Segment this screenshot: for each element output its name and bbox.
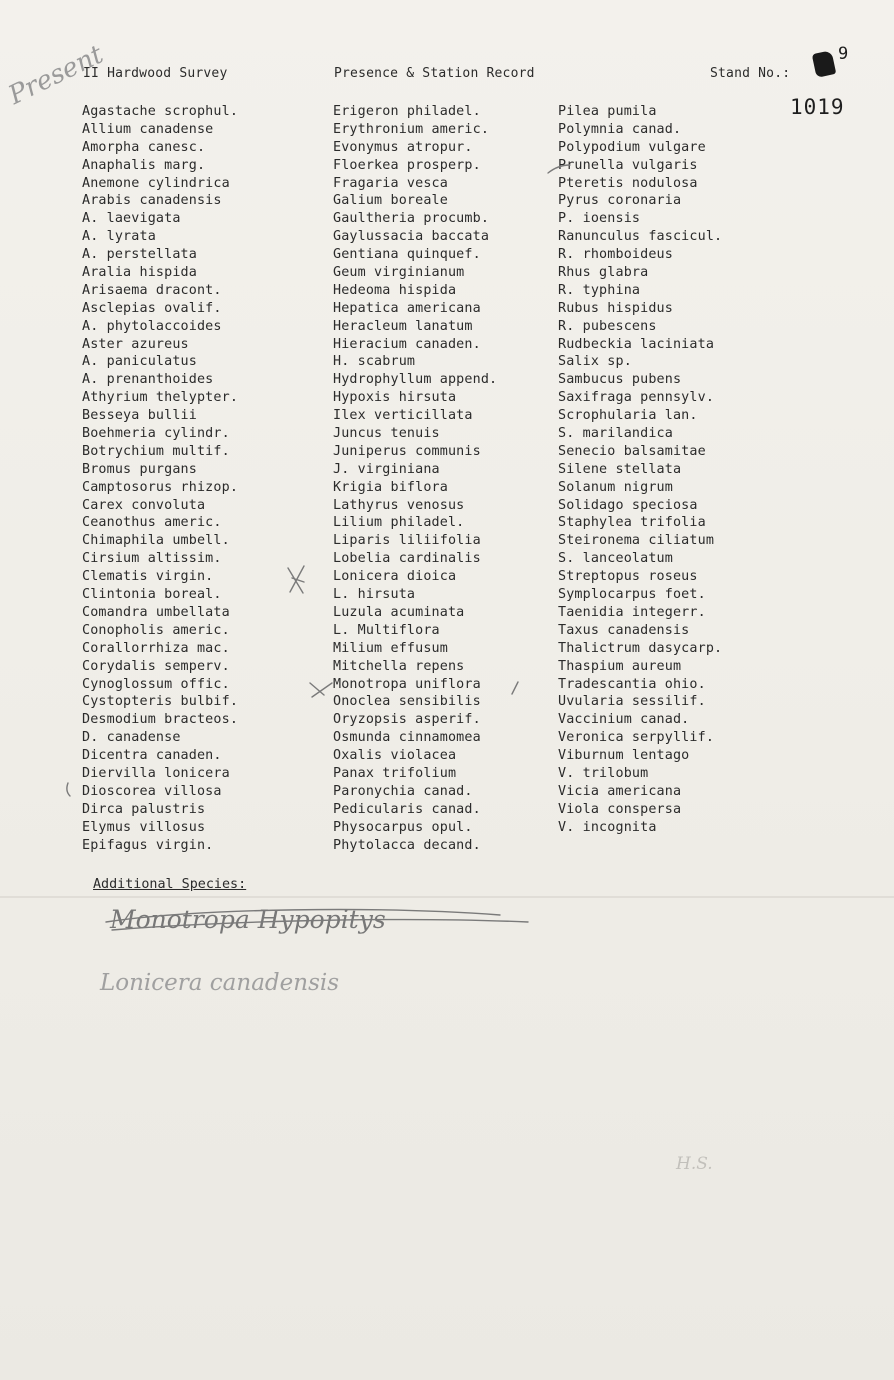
species-entry: Arabis canadensis — [82, 193, 222, 209]
species-entry: S. lanceolatum — [558, 551, 673, 567]
species-entry: Geum virginianum — [333, 265, 465, 281]
species-entry: A. prenanthoides — [82, 372, 214, 388]
species-entry: Krigia biflora — [333, 479, 448, 495]
species-entry: Conopholis americ. — [82, 622, 230, 638]
species-entry: Onoclea sensibilis — [333, 694, 481, 710]
species-entry: Hypoxis hirsuta — [333, 390, 457, 406]
species-entry: Pteretis nodulosa — [558, 175, 698, 191]
species-entry: Phytolacca decand. — [333, 837, 481, 853]
species-entry: Dioscorea villosa — [82, 783, 222, 799]
species-entry: Evonymus atropur. — [333, 139, 473, 155]
species-entry: Silene stellata — [558, 461, 682, 477]
species-entry: Boehmeria cylindr. — [82, 426, 230, 442]
species-entry: Arisaema dracont. — [82, 282, 222, 298]
species-entry: Carex convoluta — [82, 497, 206, 513]
species-entry: H. scabrum — [333, 354, 416, 370]
species-entry: Polymnia canad. — [558, 121, 682, 137]
species-entry: Milium effusum — [333, 640, 448, 656]
species-entry: Tradescantia ohio. — [558, 676, 706, 692]
species-entry: Cynoglossum offic. — [82, 676, 230, 692]
species-entry: Saxifraga pennsylv. — [558, 390, 715, 406]
species-entry: Comandra umbellata — [82, 604, 230, 620]
species-entry: Mitchella repens — [333, 658, 465, 674]
species-entry: Solanum nigrum — [558, 479, 673, 495]
species-entry: Juncus tenuis — [333, 426, 440, 442]
species-entry: Chimaphila umbell. — [82, 533, 230, 549]
species-entry: Athyrium thelypter. — [82, 390, 239, 406]
species-entry: Physocarpus opul. — [333, 819, 473, 835]
species-entry: Oryzopsis asperif. — [333, 712, 481, 728]
species-entry: V. incognita — [558, 819, 657, 835]
stand-label: Stand No.: — [710, 66, 791, 81]
species-entry: Panax trifolium — [333, 765, 457, 781]
species-entry: A. perstellata — [82, 247, 197, 263]
species-entry: R. rhomboideus — [558, 247, 673, 263]
species-entry: Cirsium altissim. — [82, 551, 222, 567]
species-entry: Hieracium canaden. — [333, 336, 481, 352]
species-entry: S. marilandica — [558, 426, 673, 442]
species-entry: Senecio balsamitae — [558, 443, 706, 459]
strike-line-2 — [112, 920, 528, 930]
species-entry: Thaspium aureum — [558, 658, 682, 674]
species-entry: Galium boreale — [333, 193, 448, 209]
species-entry: Gentiana quinquef. — [333, 247, 481, 263]
species-entry: Erythronium americ. — [333, 121, 490, 137]
species-entry: Hedeoma hispida — [333, 282, 457, 298]
species-entry: V. trilobum — [558, 765, 649, 781]
species-entry: A. paniculatus — [82, 354, 197, 370]
species-entry: Fragaria vesca — [333, 175, 448, 191]
margin-pencil-note: Present — [4, 39, 109, 111]
species-entry: Rudbeckia laciniata — [558, 336, 715, 352]
species-entry: P. ioensis — [558, 211, 641, 227]
species-entry: Aralia hispida — [82, 265, 197, 281]
species-entry: L. Multiflora — [333, 622, 440, 638]
species-entry: Epifagus virgin. — [82, 837, 214, 853]
stand-mark-digit: 9 — [838, 44, 849, 64]
species-entry: Veronica serpyllif. — [558, 730, 715, 746]
species-entry: Camptosorus rhizop. — [82, 479, 239, 495]
crossed-out-pencil-entry: Monotropa Hypopitys — [110, 905, 386, 934]
additional-species-label: Additional Species: — [93, 877, 247, 892]
species-entry: A. lyrata — [82, 229, 156, 245]
corner-pencil-mark: H.S. — [676, 1154, 713, 1174]
species-entry: Asclepias ovalif. — [82, 300, 222, 316]
species-entry: Monotropa uniflora — [333, 676, 481, 692]
species-entry: Corydalis semperv. — [82, 658, 230, 674]
species-entry: Cystopteris bulbif. — [82, 694, 239, 710]
species-entry: Rubus hispidus — [558, 300, 673, 316]
species-entry: Agastache scrophul. — [82, 104, 239, 119]
species-entry: A. laevigata — [82, 211, 181, 227]
species-entry: Rhus glabra — [558, 265, 649, 281]
species-entry: Dicentra canaden. — [82, 748, 222, 764]
species-entry: Juniperus communis — [333, 443, 481, 459]
species-entry: Amorpha canesc. — [82, 139, 206, 155]
species-entry: Desmodium bracteos. — [82, 712, 239, 728]
species-entry: Besseya bullii — [82, 408, 197, 424]
species-entry: Solidago speciosa — [558, 497, 698, 513]
species-entry: Hydrophyllum append. — [333, 372, 498, 388]
species-entry: Vaccinium canad. — [558, 712, 690, 728]
species-entry: Steironema ciliatum — [558, 533, 715, 549]
species-entry: Sambucus pubens — [558, 372, 682, 388]
check-mark-prunella — [548, 165, 570, 173]
species-entry: Lilium philadel. — [333, 515, 465, 531]
species-entry: D. canadense — [82, 730, 181, 746]
species-entry: Lobelia cardinalis — [333, 551, 481, 567]
species-entry: Bromus purgans — [82, 461, 197, 477]
species-entry: Ceanothus americ. — [82, 515, 222, 531]
species-entry: Taenidia integerr. — [558, 604, 706, 620]
species-entry: Pedicularis canad. — [333, 801, 481, 817]
species-entry: Allium canadense — [82, 121, 214, 137]
species-entry: Gaultheria procumb. — [333, 211, 490, 227]
species-entry: Streptopus roseus — [558, 569, 698, 585]
check-mark-monotropa — [310, 682, 518, 697]
species-entry: Clematis virgin. — [82, 569, 214, 585]
species-entry: Scrophularia lan. — [558, 408, 698, 424]
species-entry: Symplocarpus foet. — [558, 587, 706, 603]
species-entry: Liparis liliifolia — [333, 533, 481, 549]
species-entry: Lonicera dioica — [333, 569, 457, 585]
species-entry: J. virginiana — [333, 461, 440, 477]
species-entry: Anaphalis marg. — [82, 157, 206, 173]
species-entry: Corallorrhiza mac. — [82, 640, 230, 656]
species-entry: Ilex verticillata — [333, 408, 473, 424]
species-entry: Aster azureus — [82, 336, 189, 352]
species-entry: Paronychia canad. — [333, 783, 473, 799]
species-entry: Anemone cylindrica — [82, 175, 230, 191]
species-entry: Viburnum lentago — [558, 748, 690, 764]
species-entry: Diervilla lonicera — [82, 765, 230, 781]
species-entry: Erigeron philadel. — [333, 104, 481, 119]
species-entry: Gaylussacia baccata — [333, 229, 490, 245]
species-entry: R. pubescens — [558, 318, 657, 334]
species-entry: Uvularia sessilif. — [558, 694, 706, 710]
species-entry: L. hirsuta — [333, 587, 416, 603]
species-entry: Oxalis violacea — [333, 748, 457, 764]
species-entry: Elymus villosus — [82, 819, 206, 835]
species-entry: Dirca palustris — [82, 801, 206, 817]
species-entry: Vicia americana — [558, 783, 682, 799]
species-entry: Polypodium vulgare — [558, 139, 706, 155]
species-entry: Clintonia boreal. — [82, 587, 222, 603]
check-mark-dioscorea — [67, 783, 70, 796]
species-entry: R. typhina — [558, 282, 641, 298]
species-entry: Botrychium multif. — [82, 443, 230, 459]
species-entry: Heracleum lanatum — [333, 318, 473, 334]
species-entry: Prunella vulgaris — [558, 157, 698, 173]
species-entry: Pilea pumila — [558, 104, 657, 119]
species-entry: Thalictrum dasycarp. — [558, 640, 723, 656]
species-entry: Staphylea trifolia — [558, 515, 706, 531]
species-entry: Floerkea prosperp. — [333, 157, 481, 173]
species-entry: Ranunculus fascicul. — [558, 229, 723, 245]
species-entry: Osmunda cinnamomea — [333, 730, 481, 746]
stand-number: 1019 — [790, 95, 845, 119]
record-title: Presence & Station Record — [334, 66, 535, 81]
species-entry: A. phytolaccoides — [82, 318, 222, 334]
species-entry: Viola conspersa — [558, 801, 682, 817]
survey-title: II Hardwood Survey — [83, 66, 228, 81]
check-mark-lonicera — [288, 566, 304, 593]
species-entry: Taxus canadensis — [558, 622, 690, 638]
species-entry: Hepatica americana — [333, 300, 481, 316]
additional-species-pencil-entry: Lonicera canadensis — [100, 970, 340, 996]
species-entry: Pyrus coronaria — [558, 193, 682, 209]
species-entry: Salix sp. — [558, 354, 632, 370]
species-entry: Lathyrus venosus — [333, 497, 465, 513]
species-entry: Luzula acuminata — [333, 604, 465, 620]
